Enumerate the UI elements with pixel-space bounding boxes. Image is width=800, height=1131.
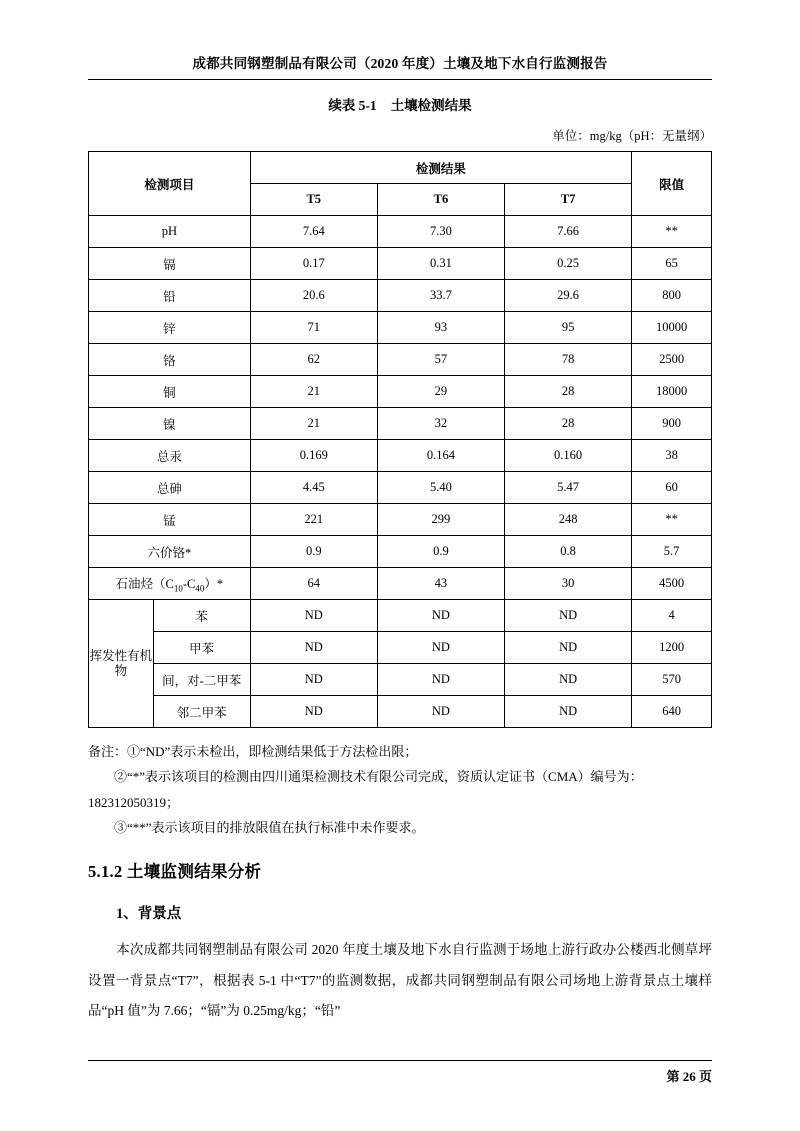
table-row [89,536,712,568]
cell-t7: 7.66 [505,216,632,248]
header-limit: 限值 [632,152,712,216]
cell-limit: 640 [632,696,712,728]
header-t6: T6 [377,184,504,216]
cell-t7: 5.47 [505,472,632,504]
cell-item: 总汞 [89,440,251,472]
table-row [89,504,712,536]
note-line-4-text: ③“**”表示该项目的排放限值在执行标准中未作要求。 [114,820,425,836]
cell-t6: ND [377,632,504,664]
header-t5: T5 [250,184,377,216]
cell-t5: 0.9 [250,536,377,568]
header-title: 成都共同钢塑制品有限公司（2020 年度）土壤及地下水自行监测报告 [192,56,608,71]
body-paragraph-text: 本次成都共同钢塑制品有限公司 2020 年度土壤及地下水自行监测于场地上游行政办公楼西北侧草坪设置一背景点“T7”，根据表 5-1 中“T7”的监测数据，成都共同钢塑制品有限公司场地上游背景点土壤样品“pH 值”为 7.66；“镉”为 0.25mg/kg；“铅” [88,942,712,1019]
cell-item: 六价铬* [89,536,251,568]
cell-t5: 4.45 [250,472,377,504]
cell-t5: ND [250,664,377,696]
table-row [89,216,712,248]
cell-limit: 2500 [632,344,712,376]
cell-t6: ND [377,664,504,696]
cell-t5: 21 [250,408,377,440]
table-row-voc [89,632,712,664]
table-row [89,280,712,312]
cell-t5: ND [250,600,377,632]
cell-t5: 20.6 [250,280,377,312]
table-caption-number: 续表 5-1 [328,98,377,113]
cell-limit: 1200 [632,632,712,664]
cell-limit: 65 [632,248,712,280]
table-row-voc [89,696,712,728]
cell-t5: ND [250,696,377,728]
cell-t7: 95 [505,312,632,344]
cell-limit: 18000 [632,376,712,408]
cell-t7: 0.160 [505,440,632,472]
cell-limit: 4500 [632,568,712,600]
cell-t5: 71 [250,312,377,344]
cell-t5: 64 [250,568,377,600]
cell-item: pH [89,216,251,248]
table-row [89,440,712,472]
cell-t6: 32 [377,408,504,440]
cell-t6: 7.30 [377,216,504,248]
cell-item: 铜 [89,376,251,408]
header-results-group: 检测结果 [250,152,632,184]
cell-voc-name: 邻二甲苯 [153,696,250,728]
cell-t6: 0.9 [377,536,504,568]
note-line-3: 182312050319； [88,794,180,810]
cell-item: 镍 [89,408,251,440]
cell-t7: 30 [505,568,632,600]
cell-t6: ND [377,600,504,632]
cell-item: 铅 [89,280,251,312]
cell-t7: ND [505,600,632,632]
unit-note: 单位：mg/kg（pH：无量纲） [552,129,712,143]
cell-t7: 28 [505,408,632,440]
cell-t5: 21 [250,376,377,408]
note-line-2-text: ②“*”表示该项目的检测由四川通渠检测技术有限公司完成，资质认定证书（CMA）编号为： [114,769,643,785]
soil-test-results-table [88,151,712,728]
cell-t6: 33.7 [377,280,504,312]
cell-t5: ND [250,632,377,664]
cell-t6: 93 [377,312,504,344]
table-notes [88,739,712,840]
cell-limit: ** [632,216,712,248]
note-line-4 [88,815,712,840]
cell-t5: 0.17 [250,248,377,280]
petroleum-mid: -C [182,576,196,591]
cell-t7: 78 [505,344,632,376]
table-caption-name: 土壤检测结果 [390,98,472,113]
table-row-petroleum [89,568,712,600]
cell-t7: ND [505,632,632,664]
cell-t6: ND [377,696,504,728]
table-row [89,472,712,504]
cell-t7: ND [505,696,632,728]
cell-voc-name: 苯 [153,600,250,632]
cell-item: 铬 [89,344,251,376]
page-header [88,0,712,80]
table-caption [88,94,712,114]
cell-t5: 221 [250,504,377,536]
cell-limit: 570 [632,664,712,696]
table-row [89,248,712,280]
cell-t7: 0.8 [505,536,632,568]
petroleum-sub2: 40 [195,583,205,594]
footer-divider [88,1060,712,1061]
cell-t7: 29.6 [505,280,632,312]
cell-t7: 28 [505,376,632,408]
cell-voc-name: 间，对-二甲苯 [153,664,250,696]
table-row [89,312,712,344]
body-paragraph [88,935,712,1026]
cell-item: 镉 [89,248,251,280]
cell-item-petroleum [89,568,251,600]
section-heading: 5.1.2 土壤监测结果分析 [88,862,262,882]
cell-item: 总砷 [89,472,251,504]
cell-item: 锰 [89,504,251,536]
cell-t6: 29 [377,376,504,408]
page-footer [88,1060,712,1085]
cell-limit: 4 [632,600,712,632]
table-row-voc [89,600,712,632]
header-divider [88,79,712,80]
cell-t5: 0.169 [250,440,377,472]
cell-t6: 0.31 [377,248,504,280]
table-row [89,344,712,376]
cell-t6: 0.164 [377,440,504,472]
table-row [89,408,712,440]
petroleum-sub1: 10 [173,583,183,594]
cell-t6: 299 [377,504,504,536]
cell-voc-group-label: 挥发性有机物 [89,600,154,728]
cell-voc-name: 甲苯 [153,632,250,664]
cell-t6: 43 [377,568,504,600]
cell-limit: 10000 [632,312,712,344]
cell-limit: 900 [632,408,712,440]
cell-limit: 800 [632,280,712,312]
cell-t5: 62 [250,344,377,376]
subsection-heading: 1、背景点 [116,906,182,923]
cell-t7: ND [505,664,632,696]
cell-limit: 5.7 [632,536,712,568]
header-t7: T7 [505,184,632,216]
cell-t6: 57 [377,344,504,376]
page-number: 第 26 页 [666,1069,712,1084]
note-line-2 [88,764,712,789]
cell-t6: 5.40 [377,472,504,504]
table-header-row [89,152,712,184]
header-item: 检测项目 [89,152,251,216]
note-line-1: 备注：①“ND”表示未检出，即检测结果低于方法检出限； [88,744,418,759]
table-row [89,376,712,408]
cell-limit: 60 [632,472,712,504]
cell-limit: 38 [632,440,712,472]
petroleum-suffix: ）* [204,576,224,591]
petroleum-prefix: 石油烃（C [115,576,174,591]
table-row-voc [89,664,712,696]
cell-limit: ** [632,504,712,536]
cell-t7: 0.25 [505,248,632,280]
cell-item: 锌 [89,312,251,344]
cell-t7: 248 [505,504,632,536]
cell-t5: 7.64 [250,216,377,248]
